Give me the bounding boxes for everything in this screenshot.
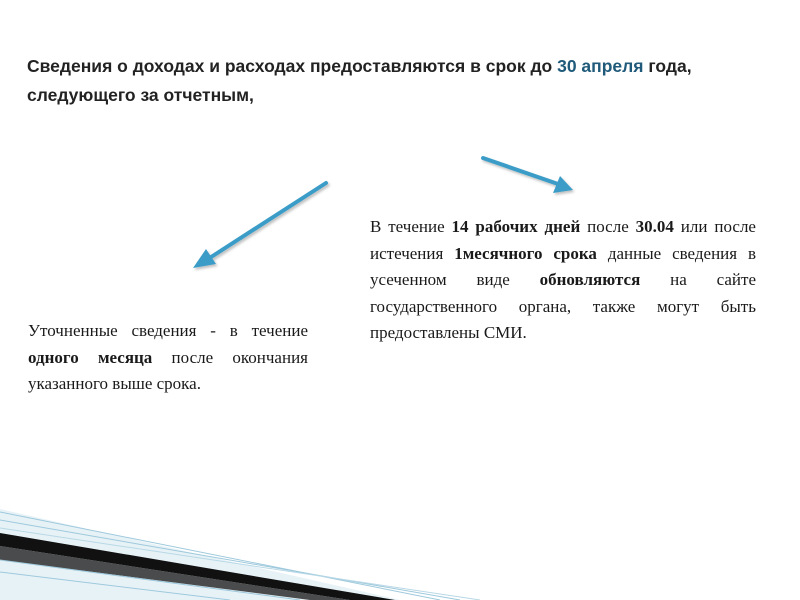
- text-emphasis: 14 рабочих дней: [451, 217, 581, 236]
- text-fragment: после окончания указанного выше срока.: [28, 347, 308, 393]
- text-emphasis: одного месяца: [28, 347, 153, 367]
- heading-part2: года, следующего за отчетным,: [27, 56, 692, 105]
- text-emphasis: 30.04: [635, 217, 674, 236]
- text-fragment: на сайте государственного органа, также могут быть предоставлены СМИ.: [370, 270, 757, 342]
- heading-deadline: 30 апреля: [557, 56, 644, 76]
- text-fragment: данные сведения в усеченном виде: [370, 243, 757, 289]
- text-fragment: Уточненные сведения - в течение: [28, 321, 308, 340]
- text-emphasis: обновляются: [539, 270, 641, 289]
- text-fragment: после: [580, 217, 636, 236]
- text-emphasis: 1месячного срока: [454, 243, 597, 263]
- heading-part1: Сведения о доходах и расходах предоставляются в срок до: [27, 56, 558, 76]
- text-fragment: В течение: [370, 217, 452, 236]
- text-fragment: или после истечения: [370, 217, 756, 263]
